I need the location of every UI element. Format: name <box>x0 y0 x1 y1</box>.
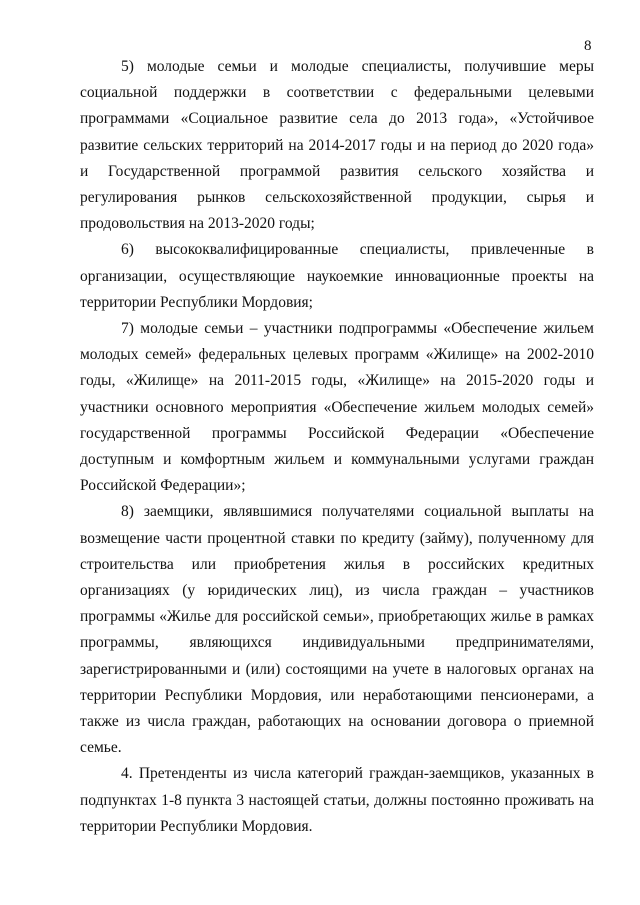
page-number: 8 <box>584 38 592 54</box>
document-body <box>80 54 594 840</box>
list-item-5: 5) молодые семьи и молодые специалисты, получившие меры социальной поддержки в соответствии с федеральными целевыми программами «Социальное развитие села до 2013 года», «Устойчивое развитие сельских территорий на 2014-2017 годы и на период до 2020 года» и Государственной программой развития сельского хозяйства и регулирования рынков сельскохозяйственной продукции, сырья и продовольствия на 2013-2020 годы; <box>80 58 594 233</box>
list-item-7: 7) молодые семьи – участники подпрограммы «Обеспечение жильем молодых семей» федеральных целевых программ «Жилище» на 2002-2010 годы, «Жилище» на 2011-2015 годы, «Жилище» на 2015-2020 годы и участники основного мероприятия «Обеспечение жильем молодых семей» государственной программы Российской Федерации «Обеспечение доступным и комфортным жильем и коммунальными услугами граждан Российской Федерации»; <box>80 320 594 495</box>
list-item-6: 6) высококвалифицированные специалисты, привлеченные в организации, осуществляющие наукоемкие инновационные проекты на территории Республики Мордовия; <box>80 241 594 311</box>
list-item-8: 8) заемщики, являвшимися получателями социальной выплаты на возмещение части процентной ставки по кредиту (займу), полученному для строительства или приобретения жилья в российских кредитных организациях (у юридических лиц), из числа граждан – участников программы «Жилье для российской семьи», приобретающих жилье в рамках программы, являющихся индивидуальными предпринимателями, зарегистрированными и (или) состоящими на учете в налоговых органах на территории Республики Мордовия, или неработающими пенсионерами, а также из числа граждан, работающих на основании договора о приемной семье. <box>80 503 594 757</box>
clause-4-paragraph: 4. Претенденты из числа категорий граждан-заемщиков, указанных в подпунктах 1-8 пункта 3 настоящей статьи, должны постоянно проживать на территории Республики Мордовия. <box>80 765 594 835</box>
